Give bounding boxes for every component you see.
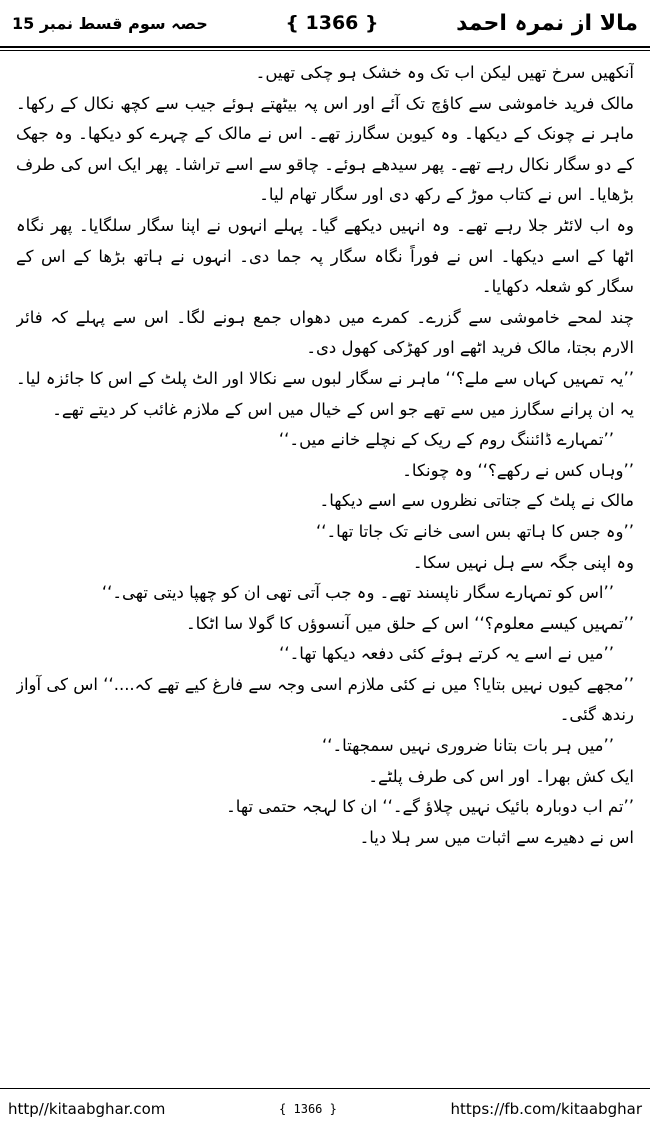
paragraph: وہ اب لائٹر جلا رہے تھے۔ وہ انہیں دیکھے گیا۔ پہلے انہوں نے اپنا سگار سلگایا۔ پھر نگاہ اٹھا کے اسے دیکھا۔ اس نے فوراً نگاہ سگار پہ جما دی۔ انہوں نے ہاتھ بڑھا کے اس کے سگار کو شعلہ دکھایا۔ (16, 215, 634, 297)
book-title: مالا از نمرہ احمد (456, 10, 638, 36)
page-number: { 1366 } (285, 12, 379, 34)
footer-page-number: { 1366 } (279, 1102, 337, 1116)
paragraph: مالک فرید خاموشی سے کاؤچ تک آئے اور اس پہ بیٹھتے ہوئے جیب سے کچھ نکال کے رکھا۔ ماہر نے چونک کے دیکھا۔ وہ کیوبن سگارز تھے۔ اس نے مالک کے چہرے کو دیکھا۔ وہ جھک کے دو سگار نکال رہے تھے۔ پھر سیدھے ہوئے۔ چاقو سے اسے تراشا۔ پھر ایک اس کی طرف بڑھایا۔ اس نے کتاب موڑ کے رکھ دی اور سگار تھام لیا۔ (16, 93, 634, 205)
paragraph: اس نے دھیرے سے اثبات میں سر ہلا دیا۔ (359, 827, 634, 847)
facebook-link[interactable]: https://fb.com/kitaabghar (450, 1100, 642, 1118)
paragraph: چند لمحے خاموشی سے گزرے۔ کمرے میں دھواں جمع ہونے لگا۔ اس سے پہلے کہ فائر الارم بجتا، مالک فرید اٹھے اور کھڑکی کھول دی۔ (16, 307, 634, 358)
paragraph: ’’میں ہر بات بتانا ضروری نہیں سمجھتا۔‘‘ (321, 736, 614, 756)
paragraph: وہ اپنی جگہ سے ہل نہیں سکا۔ (412, 552, 634, 572)
page-header (0, 0, 650, 46)
paragraph: ’’تمہیں کیسے معلوم؟‘‘ اس کے حلق میں آنسوؤں کا گولا سا اٹکا۔ (185, 613, 634, 633)
header-divider-thin (0, 50, 650, 51)
paragraph: مالک نے پلٹ کے جتاتی نظروں سے اسے دیکھا۔ (319, 491, 634, 511)
paragraph: ’’وہاں کس نے رکھے؟‘‘ وہ چونکا۔ (402, 460, 634, 480)
page-body (16, 58, 634, 1068)
paragraph: ’’یہ تمہیں کہاں سے ملے؟‘‘ ماہر نے سگار لبوں سے نکالا اور الٹ پلٹ کے اس کا جائزہ لیا۔ یہ ان پرانے سگارز میں سے تھے جو اس کے خیال میں اس کے ملازم غائب کر دیتے تھے۔ (16, 368, 634, 419)
page-footer (0, 1094, 650, 1124)
paragraph: ’’میں نے اسے یہ کرتے ہوئے کئی دفعہ دیکھا تھا۔‘‘ (279, 644, 614, 664)
header-divider (0, 46, 650, 48)
paragraph: آنکھیں سرخ تھیں لیکن اب تک وہ خشک ہو چکی تھیں۔ (255, 63, 634, 82)
paragraph: ’’تم اب دوبارہ بائیک نہیں چلاؤ گے۔‘‘ ان کا لہجہ حتمی تھا۔ (226, 797, 634, 817)
paragraph: ایک کش بھرا۔ اور اس کی طرف پلٹے۔ (368, 766, 634, 786)
footer-divider (0, 1088, 650, 1089)
paragraph: ’’تمہارے ڈائننگ روم کے ریک کے نچلے خانے میں۔‘‘ (278, 430, 614, 450)
section-label: حصہ سوم قسط نمبر 15 (12, 13, 208, 33)
paragraph: ’’اس کو تمہارے سگار ناپسند تھے۔ وہ جب آتی تھی ان کو چھپا دیتی تھی۔‘‘ (101, 583, 614, 603)
site-link[interactable]: http//kitaabghar.com (8, 1100, 166, 1118)
paragraph: ’’وہ جس کا ہاتھ بس اسی خانے تک جاتا تھا۔‘‘ (315, 521, 634, 541)
paragraph: ’’مجھے کیوں نہیں بتایا؟ میں نے کئی ملازم اسی وجہ سے فارغ کیے تھے کہ....‘‘ اس کی آواز رندھ گئی۔ (16, 674, 634, 725)
